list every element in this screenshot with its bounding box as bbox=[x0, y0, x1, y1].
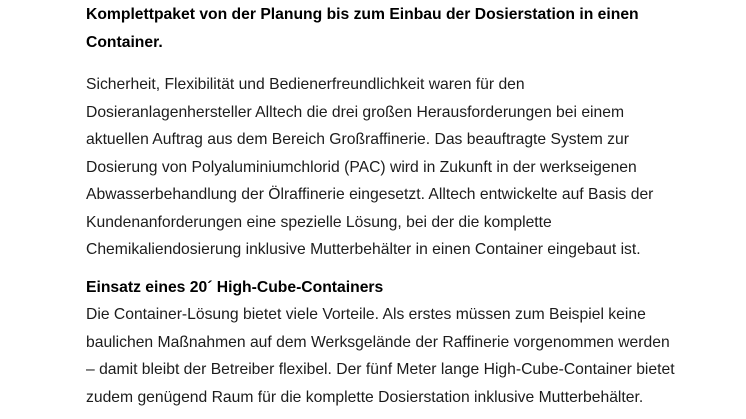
section-subheading: Einsatz eines 20´ High-Cube-Containers bbox=[86, 278, 384, 296]
intro-paragraph bbox=[86, 71, 686, 264]
paragraph-line: Sicherheit, Flexibilität und Bedienerfreundlichkeit waren für den bbox=[86, 76, 525, 93]
paragraph-line: zudem genügend Raum für die komplette Dosierstation inklusive Mutterbehälter. bbox=[86, 388, 644, 406]
paragraph-line: aktuellen Auftrag aus dem Bereich Großraffinerie. Das beauftragte System zur bbox=[86, 131, 629, 148]
paragraph-line: Abwasserbehandlung der Ölraffinerie eingesetzt. Alltech entwickelte auf Basis der bbox=[86, 186, 654, 203]
paragraph-line: Chemikaliendosierung inklusive Mutterbehälter in einen Container eingebaut ist. bbox=[86, 241, 641, 258]
title-line: Komplettpaket von der Planung bis zum Einbau der Dosierstation in einen bbox=[86, 6, 639, 23]
title-line: Container. bbox=[86, 33, 163, 51]
paragraph-line: Die Container-Lösung bietet viele Vorteile. Als erstes müssen zum Beispiel keine bbox=[86, 306, 646, 323]
paragraph-line: Dosierung von Polyaluminiumchlorid (PAC) wird in Zukunft in der werkseigenen bbox=[86, 158, 637, 176]
paragraph-line: baulichen Maßnahmen auf dem Werksgelände der Raffinerie vorgenommen werden bbox=[86, 333, 670, 351]
paragraph-line: Dosieranlagenhersteller Alltech die drei großen Herausforderungen bei einem bbox=[86, 103, 625, 121]
section-paragraph bbox=[86, 274, 686, 412]
paragraph-line: Kundenanforderungen eine spezielle Lösung, bei der die komplette bbox=[86, 213, 552, 231]
document-title bbox=[86, 1, 686, 56]
paragraph-line: – damit bleibt der Betreiber flexibel. Der fünf Meter lange High-Cube-Container bietet bbox=[86, 361, 675, 378]
